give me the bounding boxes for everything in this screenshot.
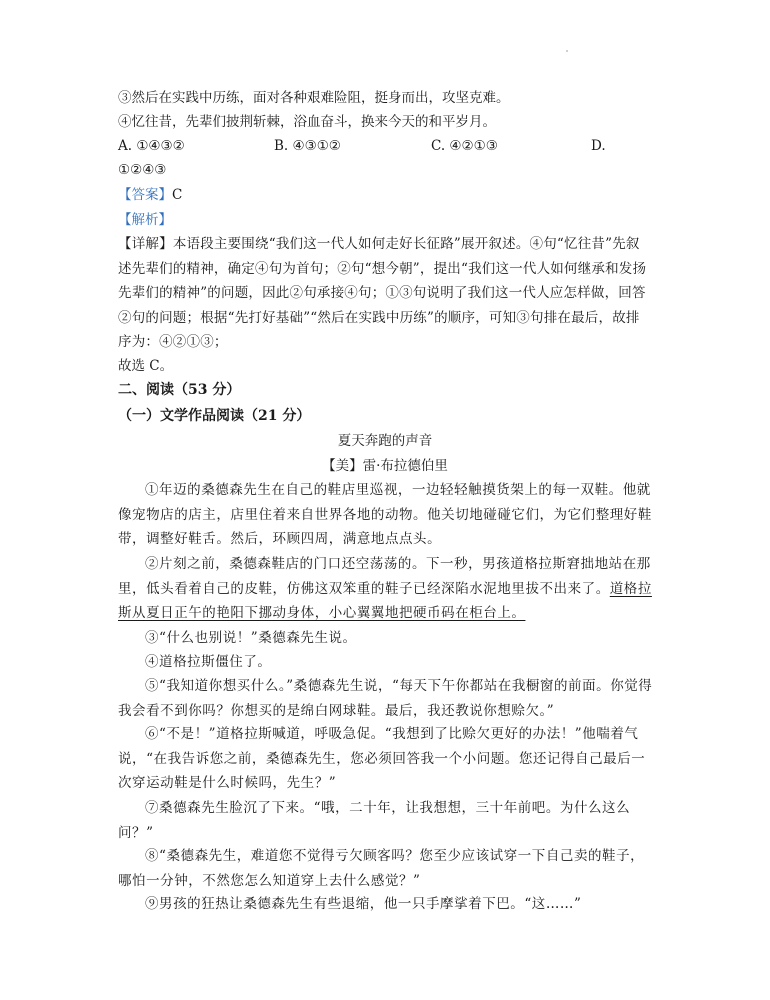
page-speck — [566, 50, 568, 52]
paragraph-1: ①年迈的桑德森先生在自己的鞋店里巡视，一边轻轻触摸货架上的每一双鞋。他就像宠物店的店主，店里住着来自世界各地的动物。他关切地碰碰它们，为它们整理好鞋带，调整好鞋舌。然后，环顾四周，满意地点点头。 — [118, 482, 652, 548]
option-b: B. ④③①② — [274, 138, 341, 154]
paragraph-8: ⑧“桑德森先生，难道您不觉得亏欠顾客吗？您至少应该试穿一下自己卖的鞋子，哪怕一分钟，不然您怎么知道穿上去什么感觉？” — [118, 848, 645, 889]
option-d-value: ①②④③ — [118, 162, 167, 178]
sentence-4: ④忆往昔，先辈们披荆斩棘，浴血奋斗，换来今天的和平岁月。 — [118, 114, 496, 130]
paragraph-2 — [118, 552, 654, 626]
option-c: C. ④②①③ — [431, 138, 498, 154]
paragraph-4: ④道格拉斯僵住了。 — [145, 654, 272, 670]
option-a: A. ①④③② — [118, 138, 185, 154]
article-author: 【美】雷·布拉德伯里 — [322, 458, 448, 474]
analysis-tag: 【解析】 — [118, 212, 172, 228]
paragraph-6: ⑥“不是！”道格拉斯喊道，呼吸急促。“我想到了比赊欠更好的办法！”他喘着气说，“在我告诉您之前，桑德森先生，您必须回答我一个小问题。您还记得自己最后一次穿运动鞋是什么时候吗，先生？” — [118, 726, 646, 792]
article-title: 夏天奔跑的声音 — [337, 433, 433, 449]
paragraph-9: ⑨男孩的狂热让桑德森先生有些退缩，他一只手摩挲着下巴。“这……” — [145, 896, 582, 912]
section-heading: 二、阅读（53 分） — [118, 382, 241, 398]
detail-tag: 【详解】 — [118, 236, 173, 252]
sentence-3: ③然后在实践中历练，面对各种艰难险阻，挺身而出，攻坚克难。 — [118, 90, 510, 106]
conclusion: 故选 C。 — [118, 358, 174, 374]
answer-line — [118, 185, 182, 205]
detail-explanation — [118, 232, 652, 355]
subsection-heading: （一）文学作品阅读（21 分） — [118, 408, 311, 424]
paragraph-7: ⑦桑德森先生脸沉了下来。“哦，二十年，让我想想，三十年前吧。为什么这么问？” — [118, 800, 631, 841]
answer-value: C — [172, 187, 183, 203]
answer-tag: 【答案】 — [118, 187, 172, 203]
paragraph-2-text: ②片刻之前，桑德森鞋店的门口还空荡荡的。下一秒，男孩道格拉斯窘拙地站在那里，低头看着自己的皮鞋，仿佛这双笨重的鞋子已经深陷水泥地里拔不出来了。 — [118, 556, 651, 597]
paragraph-5: ⑤“我知道你想买什么。”桑德森先生说，“每天下午你都站在我橱窗的前面。你觉得我会看不到你吗？你想买的是绵白网球鞋。最后，我还教说你想赊欠。” — [118, 678, 653, 719]
paragraph-2-underlined: 道格拉斯从夏日正午的艳阳下挪动身体，小心翼翼地把硬币码在柜台上。 — [118, 580, 652, 622]
detail-text: 本语段主要围绕“我们这一代人如何走好长征路”展开叙述。④句“忆往昔”先叙述先辈们的精神，确定④句为首句；②句“想今朝”，提出“我们这一代人如何继承和发扬先辈们的精神”的问题，因此②句承接④句；①③句说明了我们这一代人应怎样做，回答②句的问题；根据“先打好基础”“然后在实践中历练”的顺序，可知③句排在最后，故排序为：④②①③； — [118, 236, 647, 350]
option-d-label: D. — [591, 138, 606, 154]
paragraph-3: ③“什么也别说！”桑德森先生说。 — [145, 630, 357, 646]
